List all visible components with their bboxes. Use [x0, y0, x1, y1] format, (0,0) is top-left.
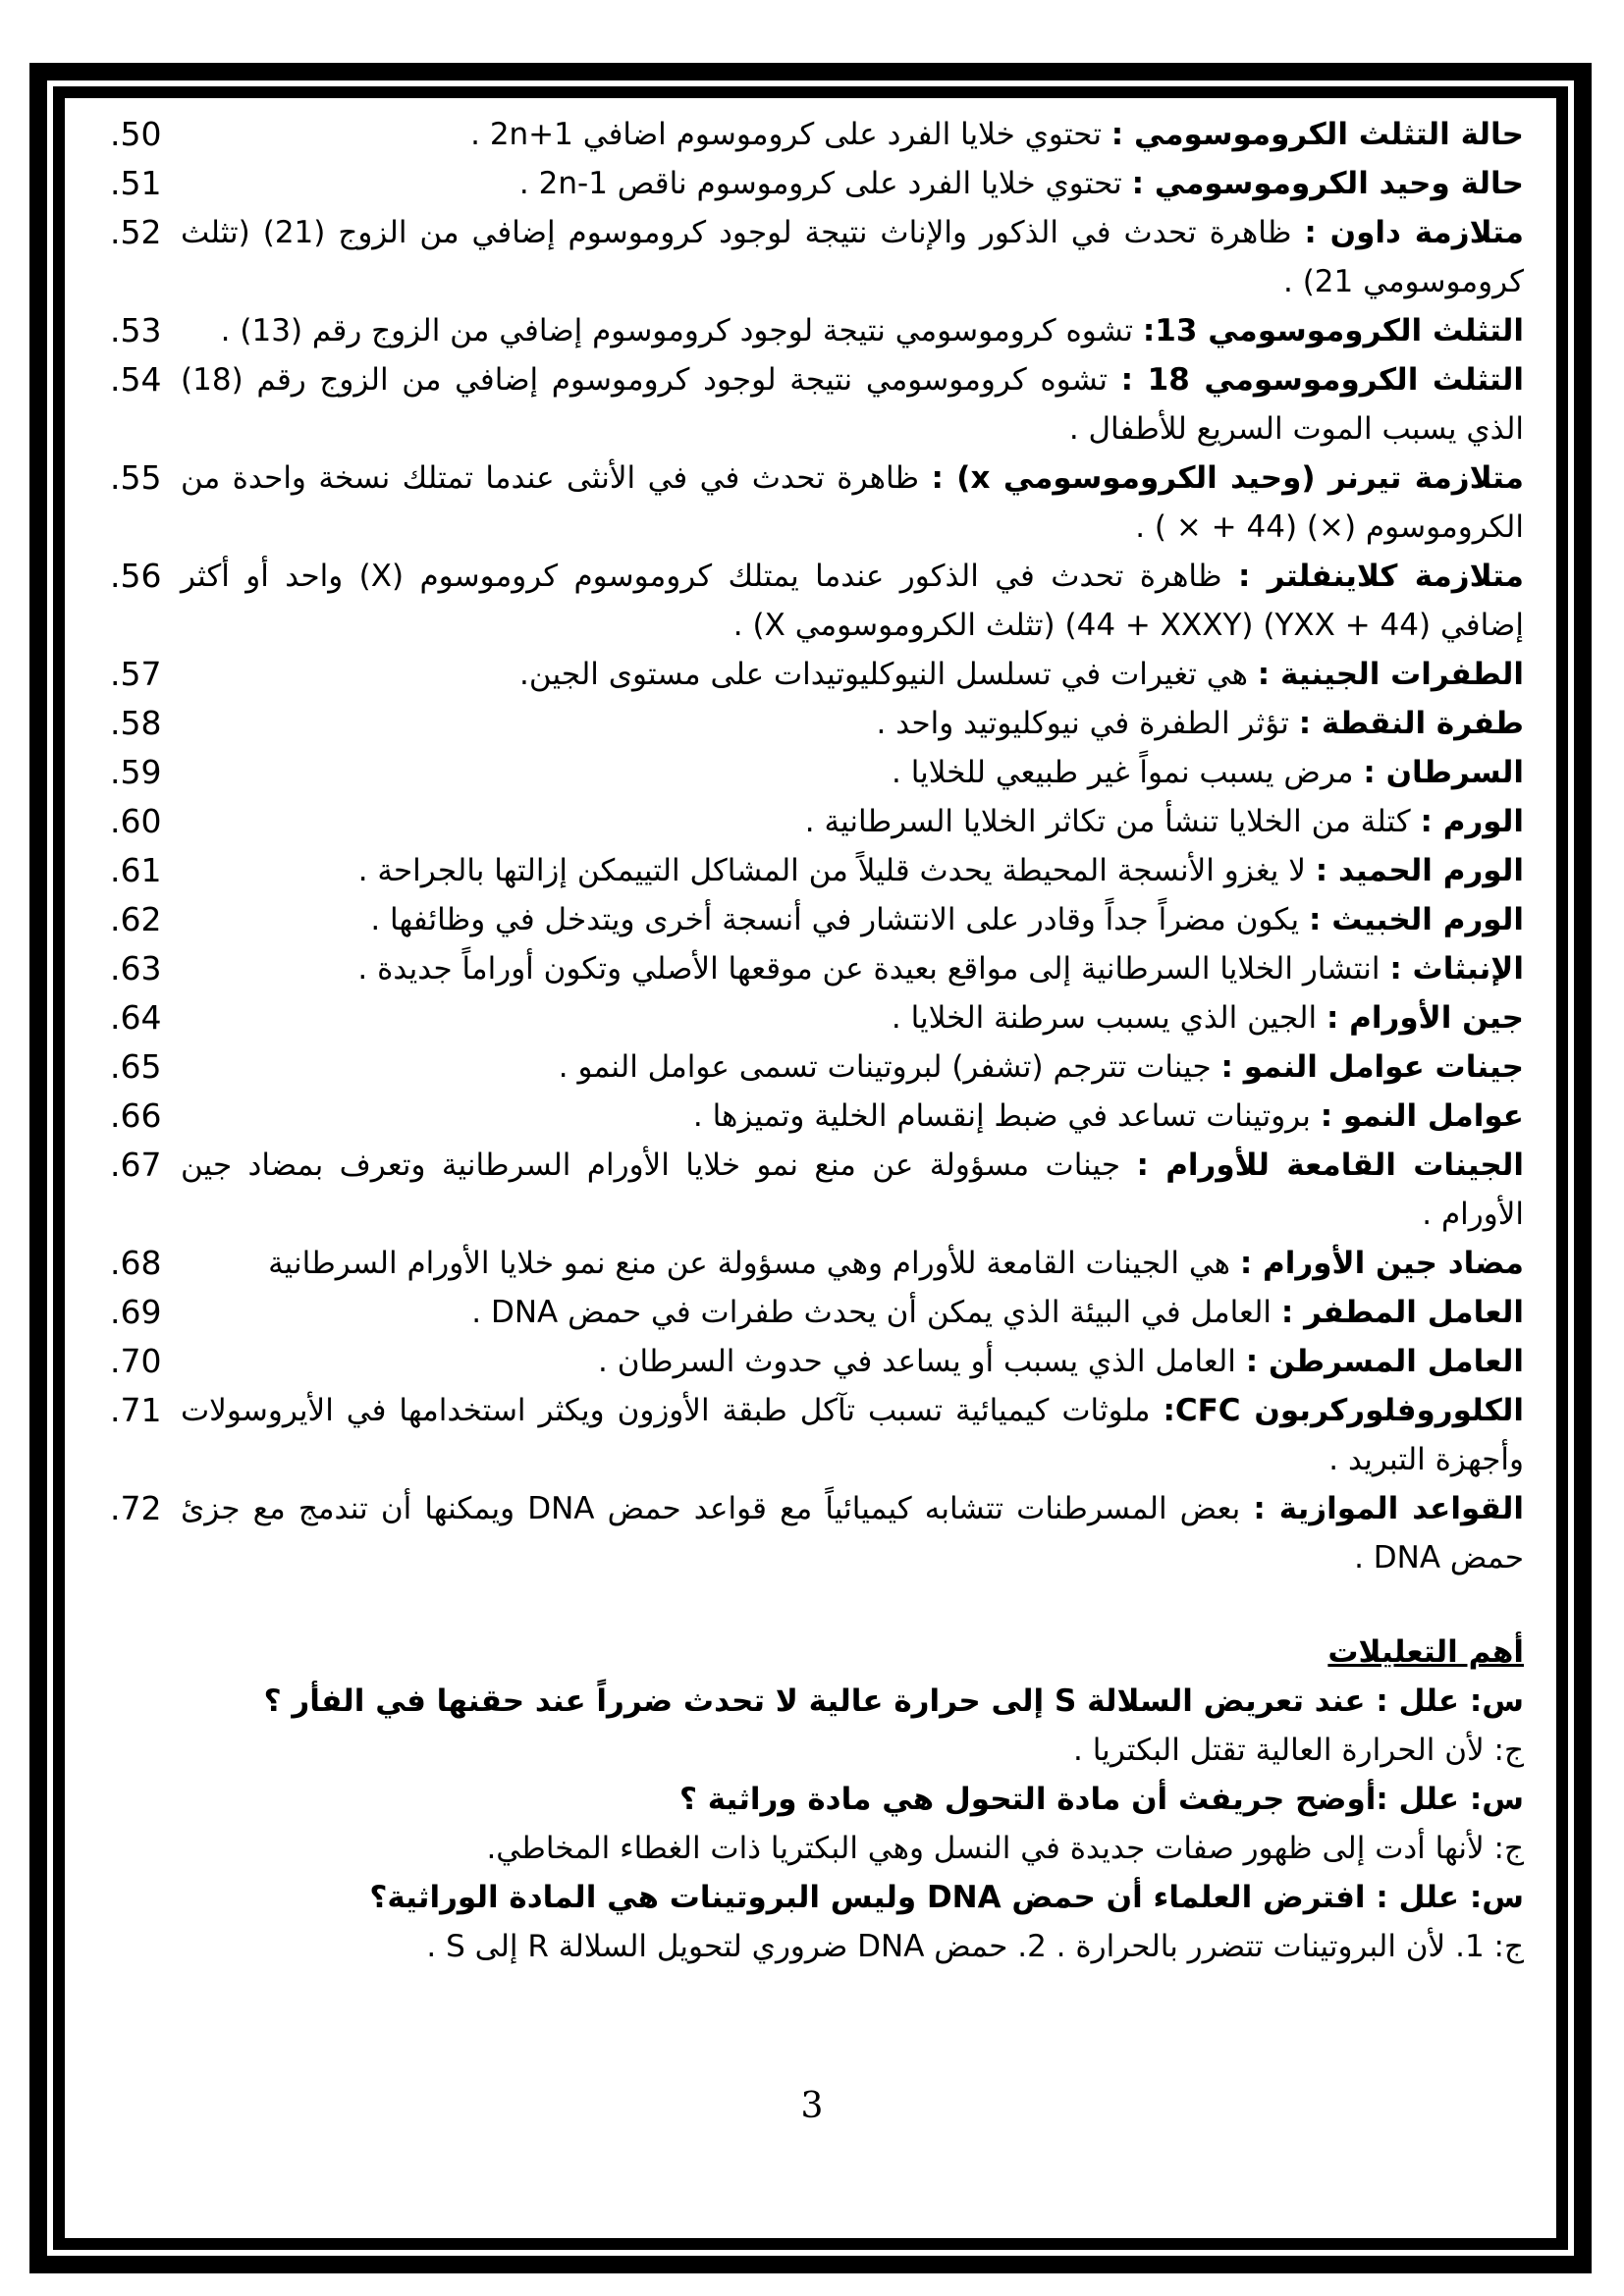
definition-number-dot: .	[110, 1489, 121, 1527]
definition-number-dot: .	[110, 1096, 121, 1135]
definition-number-dot: .	[110, 900, 121, 938]
definition-item	[110, 846, 1524, 895]
definition-item	[110, 993, 1524, 1042]
definition-item	[110, 454, 1524, 552]
definition-body: جينات تترجم (تشفر) لبروتينات تسمى عوامل النمو .	[558, 1049, 1221, 1085]
definition-number-value: 62	[120, 900, 162, 938]
definition-number-value: 53	[120, 311, 162, 349]
definition-body: لا يغزو الأنسجة المحيطة يحدث قليلاً من المشاكل التييمكن إزالتها بالجراحة .	[357, 853, 1316, 888]
definition-term: السرطان :	[1363, 755, 1524, 790]
definition-text	[181, 208, 1524, 306]
definition-body: بعض المسرطنات تتشابه كيميائياً مع قواعد حمض DNA ويمكنها أن تندمج مع جزئ حمض DNA .	[181, 1491, 1524, 1575]
definition-number-dot: .	[110, 1244, 121, 1282]
definition-number-value: 61	[120, 851, 162, 889]
definition-item	[110, 1484, 1524, 1582]
definition-item	[110, 1337, 1524, 1386]
definition-text	[181, 454, 1524, 552]
definition-item	[110, 306, 1524, 355]
definition-body: ظاهرة تحدث في الذكور والإناث نتيجة لوجود كروموسوم إضافي من الزوج (21) (تثلث كروموسومي 21) .	[181, 215, 1524, 299]
definition-number	[110, 1141, 181, 1190]
definition-body: تؤثر الطفرة في نيوكليوتيد واحد .	[876, 706, 1299, 741]
definition-text	[181, 1042, 1524, 1092]
definition-number-value: 63	[120, 949, 162, 988]
definition-number-dot: .	[110, 1391, 121, 1429]
definition-body: كتلة من الخلايا تنشأ من تكاثر الخلايا السرطانية .	[804, 804, 1421, 839]
definition-number-dot: .	[110, 458, 121, 497]
definition-term: العامل المسرطن :	[1245, 1344, 1524, 1379]
definition-term: متلازمة داون :	[1304, 215, 1524, 250]
definition-term: القواعد الموازية :	[1253, 1491, 1524, 1526]
answer-3: ج: 1. لأن البروتينات تتضرر بالحرارة . 2. حمض DNA ضروري لتحويل السلالة R إلى S .	[426, 1929, 1524, 1964]
definition-number-dot: .	[110, 655, 121, 693]
definition-item	[110, 1092, 1524, 1141]
definition-body: الجين الذي يسبب سرطنة الخلايا .	[891, 1000, 1326, 1036]
definition-text	[181, 1239, 1524, 1288]
definition-number-value: 70	[120, 1342, 162, 1380]
definition-body: جينات مسؤولة عن منع نمو خلايا الأورام السرطانية وتعرف بمضاد جين الأورام .	[181, 1148, 1524, 1232]
definition-text	[181, 159, 1524, 208]
definition-item	[110, 748, 1524, 797]
definition-number	[110, 159, 181, 208]
definition-term: عوامل النمو :	[1320, 1098, 1524, 1134]
definition-item	[110, 552, 1524, 650]
answer-1: ج: لأن الحرارة العالية تقتل البكتريا .	[1073, 1733, 1524, 1768]
definition-number-value: 69	[120, 1293, 162, 1331]
definition-item	[110, 208, 1524, 306]
definition-number-value: 56	[120, 557, 162, 595]
definition-item	[110, 650, 1524, 699]
definition-number	[110, 1239, 181, 1288]
definition-text	[181, 1092, 1524, 1141]
definition-item	[110, 355, 1524, 454]
definition-number-value: 55	[120, 458, 162, 497]
definition-number	[110, 650, 181, 699]
definition-number-value: 66	[120, 1096, 162, 1135]
definition-text	[181, 797, 1524, 846]
definition-number	[110, 454, 181, 503]
definition-number-dot: .	[110, 115, 121, 153]
definition-text	[181, 110, 1524, 159]
definition-item	[110, 699, 1524, 748]
definition-text	[181, 1141, 1524, 1239]
definition-term: الكلوروفلوركربون CFC:	[1163, 1393, 1524, 1428]
definition-number	[110, 1386, 181, 1435]
definition-number-dot: .	[110, 851, 121, 889]
definition-number	[110, 552, 181, 601]
definition-text	[181, 748, 1524, 797]
definition-number-dot: .	[110, 1342, 121, 1380]
definition-item	[110, 944, 1524, 993]
definition-number	[110, 1288, 181, 1337]
definition-number-value: 57	[120, 655, 162, 693]
definition-number-dot: .	[110, 1293, 121, 1331]
page-number: 3	[800, 2086, 824, 2126]
reasons-section	[110, 1628, 1524, 1971]
definition-text	[181, 650, 1524, 699]
definition-number	[110, 699, 181, 748]
definition-term: الورم الخبيث :	[1309, 902, 1524, 937]
definition-number-dot: .	[110, 753, 121, 791]
definition-number	[110, 846, 181, 895]
definition-item	[110, 110, 1524, 159]
question-2: س: علل :أوضح جريفث أن مادة التحول هي مادة وراثية ؟	[678, 1782, 1524, 1817]
definition-item	[110, 1386, 1524, 1484]
definition-item	[110, 1141, 1524, 1239]
definition-term: الإنبثاث :	[1389, 951, 1524, 987]
page-content	[110, 110, 1524, 1971]
definition-body: تشوه كروموسومي نتيجة لوجود كروموسوم إضافي من الزوج رقم (18) الذي يسبب الموت السريع للأطفال .	[181, 362, 1524, 447]
definition-number	[110, 797, 181, 846]
definition-number-value: 54	[120, 360, 162, 399]
definition-number-value: 50	[120, 115, 162, 153]
definition-body: العامل في البيئة الذي يمكن أن يحدث طفرات في حمض DNA .	[471, 1295, 1281, 1330]
definition-item	[110, 1239, 1524, 1288]
definition-number-value: 59	[120, 753, 162, 791]
definition-number	[110, 993, 181, 1042]
definition-number-dot: .	[110, 311, 121, 349]
definition-number	[110, 208, 181, 257]
question-1: س: علل : عند تعريض السلالة S إلى حرارة عالية لا تحدث ضرراً عند حقنها في الفأر ؟	[263, 1683, 1524, 1719]
definition-number-dot: .	[110, 557, 121, 595]
definition-text	[181, 699, 1524, 748]
definition-number-dot: .	[110, 998, 121, 1037]
definition-item	[110, 1042, 1524, 1092]
definition-number	[110, 306, 181, 355]
definition-number-value: 72	[120, 1489, 162, 1527]
definition-body: تشوه كروموسومي نتيجة لوجود كروموسوم إضافي من الزوج رقم (13) .	[220, 313, 1143, 348]
definition-term: متلازمة تيرنر (وحيد الكروموسومي x) :	[931, 460, 1525, 496]
definitions-list	[110, 110, 1524, 1582]
definition-term: الورم :	[1420, 804, 1524, 839]
definition-item	[110, 895, 1524, 944]
definition-body: تحتوي خلايا الفرد على كروموسوم ناقص 2n-1 .	[518, 166, 1132, 201]
definition-text	[181, 846, 1524, 895]
definition-number	[110, 1042, 181, 1092]
definition-term: حالة التثلث الكروموسومي :	[1110, 117, 1524, 152]
definition-number-value: 67	[120, 1146, 162, 1184]
definition-number-dot: .	[110, 704, 121, 742]
definition-number-value: 71	[120, 1391, 162, 1429]
definition-number-dot: .	[110, 213, 121, 251]
definition-term: طفرة النقطة :	[1298, 706, 1524, 741]
definition-term: جين الأورام :	[1326, 1000, 1524, 1036]
reasons-heading: أهم التعليلات	[1327, 1634, 1524, 1670]
definition-number-dot: .	[110, 1146, 121, 1184]
definition-text	[181, 895, 1524, 944]
definition-number	[110, 355, 181, 404]
definition-body: ملوثات كيميائية تسبب تآكل طبقة الأوزون ويكثر استخدامها في الأيروسولات وأجهزة التبريد .	[181, 1393, 1524, 1477]
definition-body: العامل الذي يسبب أو يساعد في حدوث السرطان .	[597, 1344, 1246, 1379]
definition-body: يكون مضراً جداً وقادر على الانتشار في أنسجة أخرى ويتدخل في وظائفها .	[370, 902, 1310, 937]
definition-text	[181, 355, 1524, 454]
definition-item	[110, 159, 1524, 208]
definition-body: هي الجينات القامعة للأورام وهي مسؤولة عن منع نمو خلايا الأورام السرطانية	[268, 1246, 1240, 1281]
definition-number-value: 65	[120, 1047, 162, 1086]
definition-item	[110, 797, 1524, 846]
definition-text	[181, 1288, 1524, 1337]
definition-text	[181, 552, 1524, 650]
definition-number-value: 68	[120, 1244, 162, 1282]
definition-term: حالة وحيد الكروموسومي :	[1131, 166, 1524, 201]
definition-term: الورم الحميد :	[1315, 853, 1524, 888]
definition-number	[110, 1092, 181, 1141]
definition-body: انتشار الخلايا السرطانية إلى مواقع بعيدة عن موقعها الأصلي وتكون أوراماً جديدة .	[357, 951, 1390, 987]
definition-body: هي تغيرات في تسلسل النيوكليوتيدات على مستوى الجين.	[519, 657, 1258, 692]
definition-number-dot: .	[110, 1047, 121, 1086]
definition-number	[110, 895, 181, 944]
definition-number	[110, 748, 181, 797]
definition-text	[181, 944, 1524, 993]
definition-number-value: 60	[120, 802, 162, 840]
definition-number-dot: .	[110, 802, 121, 840]
definition-number-dot: .	[110, 164, 121, 202]
definition-text	[181, 1337, 1524, 1386]
definition-term: متلازمة كلاينفلتر :	[1237, 559, 1524, 594]
definition-number-dot: .	[110, 360, 121, 399]
definition-number	[110, 944, 181, 993]
definition-number	[110, 1484, 181, 1533]
definition-body: مرض يسبب نمواً غير طبيعي للخلايا .	[891, 755, 1364, 790]
definition-number-dot: .	[110, 949, 121, 988]
question-3: س: علل : افترض العلماء أن حمض DNA وليس البروتينات هي المادة الوراثية؟	[369, 1880, 1524, 1915]
definition-body: بروتينات تساعد في ضبط إنقسام الخلية وتميزها .	[692, 1098, 1321, 1134]
definition-term: مضاد جين الأورام :	[1239, 1246, 1524, 1281]
definition-term: الطفرات الجينية :	[1257, 657, 1524, 692]
definition-number	[110, 110, 181, 159]
definition-text	[181, 1484, 1524, 1582]
definition-term: التثلث الكروموسومي 18 :	[1120, 362, 1524, 398]
answer-2: ج: لأنها أدت إلى ظهور صفات جديدة في النسل وهي البكتريا ذات الغطاء المخاطي.	[486, 1831, 1524, 1866]
definition-body: ظاهرة تحدث في الذكور عندما يمتلك كروموسوم كروموسوم (X) واحد أو أكثر إضافي (44 + YXX) (44 + XXXY) (تثلث الكروموسومي X) .	[181, 559, 1524, 643]
definition-number	[110, 1337, 181, 1386]
definition-number-value: 52	[120, 213, 162, 251]
definition-term: العامل المطفر :	[1280, 1295, 1524, 1330]
definition-text	[181, 1386, 1524, 1484]
definition-body: تحتوي خلايا الفرد على كروموسوم اضافي 2n+1 .	[470, 117, 1111, 152]
definition-number-value: 58	[120, 704, 162, 742]
definition-term: جينات عوامل النمو :	[1220, 1049, 1524, 1085]
definition-term: التثلث الكروموسومي 13:	[1142, 313, 1524, 348]
definition-body: ظاهرة تحدث في في الأنثى عندما تمتلك نسخة واحدة من الكروموسوم (×) (44 + × ) .	[181, 460, 1524, 545]
definition-number-value: 51	[120, 164, 162, 202]
definition-number-value: 64	[120, 998, 162, 1037]
definition-text	[181, 306, 1524, 355]
definition-text	[181, 993, 1524, 1042]
definition-item	[110, 1288, 1524, 1337]
definition-term: الجينات القامعة للأورام :	[1136, 1148, 1524, 1183]
